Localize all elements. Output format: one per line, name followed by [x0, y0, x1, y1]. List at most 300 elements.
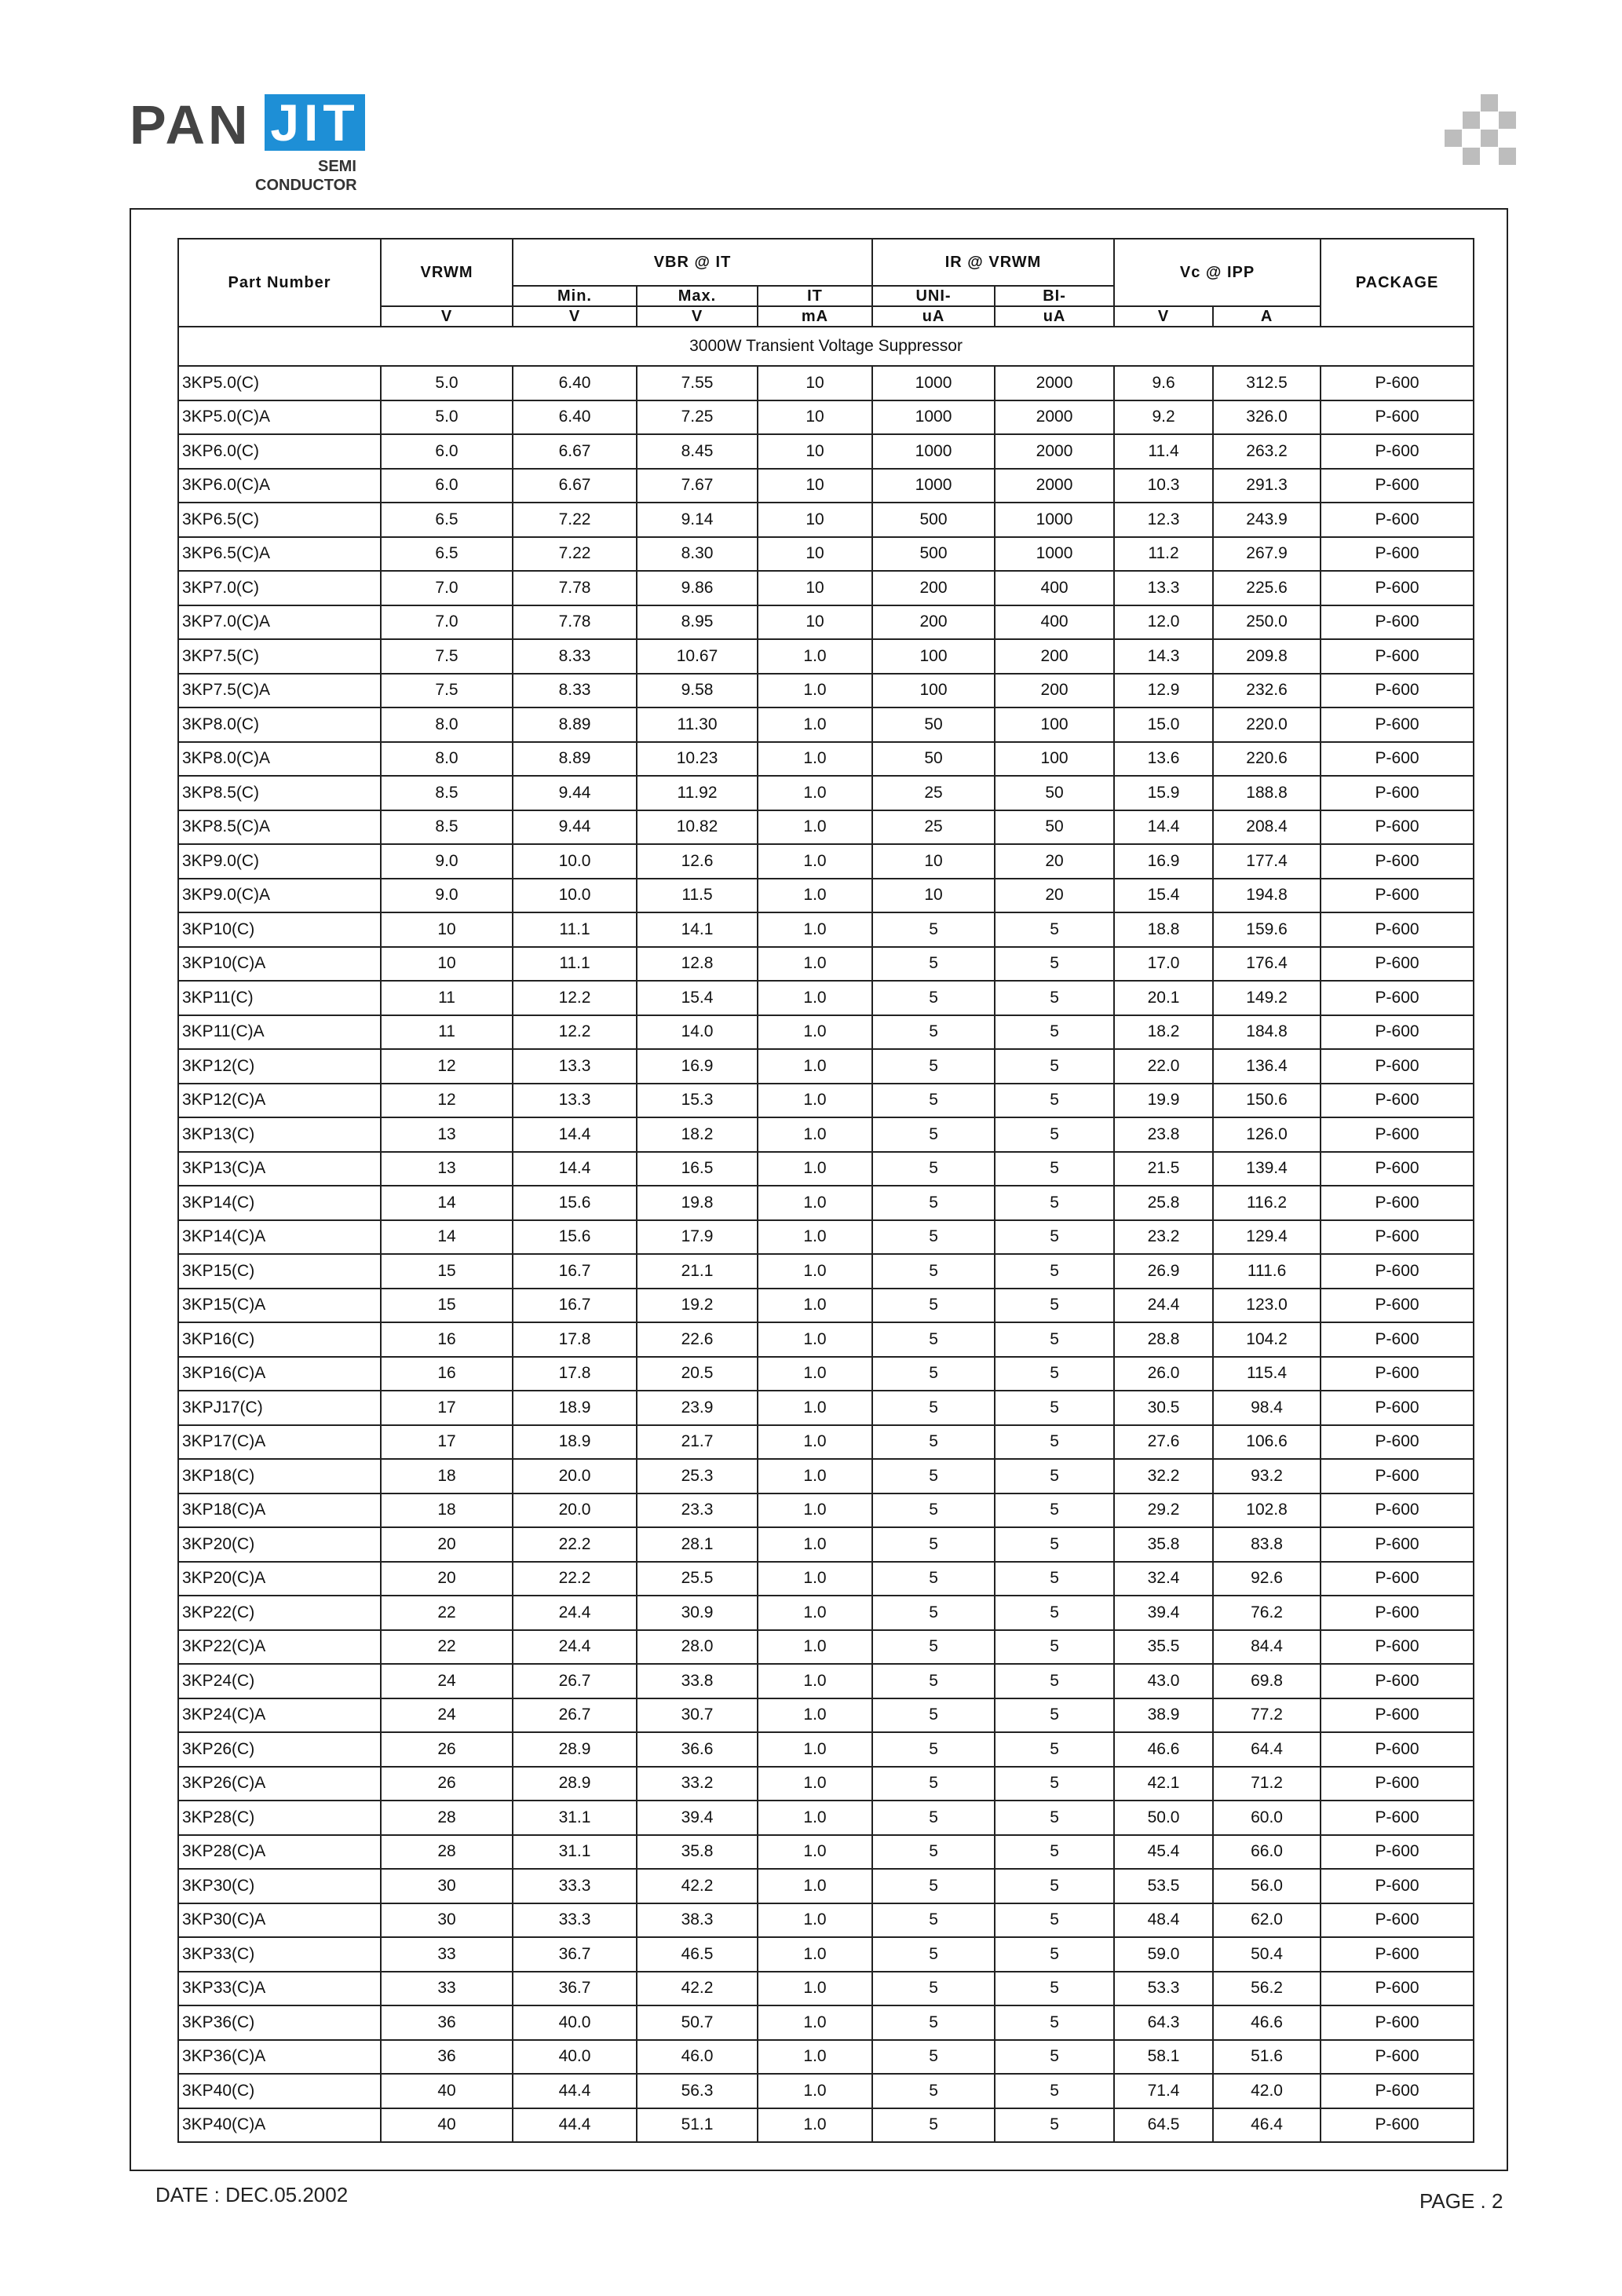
cell-vrwm: 9.0: [381, 844, 513, 879]
cell-part-number: 3KP22(C)A: [178, 1630, 381, 1665]
cell-ipp: 51.6: [1213, 2040, 1321, 2075]
cell-vbr-min: 22.2: [513, 1527, 637, 1562]
table-row: [178, 1869, 1474, 1903]
cell-part-number: 3KP20(C): [178, 1527, 381, 1562]
cell-package: P-600: [1321, 1289, 1474, 1323]
cell-package: P-600: [1321, 1049, 1474, 1084]
cell-ir-bi: 5: [995, 981, 1114, 1015]
cell-vrwm: 36: [381, 2005, 513, 2040]
cell-vrwm: 16: [381, 1357, 513, 1391]
cell-ir-uni: 50: [872, 707, 995, 742]
cell-vrwm: 5.0: [381, 366, 513, 400]
cell-vc: 64.3: [1114, 2005, 1213, 2040]
cell-package: P-600: [1321, 776, 1474, 810]
unit-ipp: A: [1213, 306, 1321, 327]
cell-part-number: 3KP7.0(C): [178, 571, 381, 605]
cell-vbr-max: 19.2: [637, 1289, 758, 1323]
header-vrwm: VRWM: [381, 239, 513, 306]
cell-vbr-min: 8.89: [513, 742, 637, 777]
cell-vc: 19.9: [1114, 1084, 1213, 1118]
cell-vc: 64.5: [1114, 2108, 1213, 2143]
cell-package: P-600: [1321, 1084, 1474, 1118]
cell-vrwm: 8.5: [381, 776, 513, 810]
cell-ir-uni: 5: [872, 1596, 995, 1630]
cell-ir-uni: 5: [872, 981, 995, 1015]
cell-ir-uni: 5: [872, 1152, 995, 1186]
cell-it: 1.0: [758, 844, 872, 879]
cell-it: 1.0: [758, 1117, 872, 1152]
cell-part-number: 3KP10(C): [178, 912, 381, 947]
cell-part-number: 3KP18(C)A: [178, 1493, 381, 1528]
cell-it: 1.0: [758, 2074, 872, 2108]
cell-ir-bi: 50: [995, 776, 1114, 810]
cell-vbr-min: 9.44: [513, 776, 637, 810]
cell-vbr-max: 14.0: [637, 1015, 758, 1050]
cell-ir-uni: 5: [872, 1937, 995, 1972]
logo-brand-box: [265, 94, 365, 151]
cell-package: P-600: [1321, 674, 1474, 708]
table-row: [178, 2005, 1474, 2040]
cell-vbr-max: 10.23: [637, 742, 758, 777]
cell-vbr-max: 42.2: [637, 1972, 758, 2006]
table-row: [178, 1049, 1474, 1084]
cell-it: 1.0: [758, 1630, 872, 1665]
cell-vbr-min: 44.4: [513, 2074, 637, 2108]
cell-ir-bi: 5: [995, 1801, 1114, 1835]
table-row: [178, 981, 1474, 1015]
cell-ir-uni: 5: [872, 1254, 995, 1289]
cell-ir-uni: 5: [872, 2074, 995, 2108]
cell-it: 1.0: [758, 1732, 872, 1767]
table-row: [178, 1972, 1474, 2006]
cell-vc: 9.6: [1114, 366, 1213, 400]
table-row: [178, 1732, 1474, 1767]
cell-package: P-600: [1321, 879, 1474, 913]
cell-ir-bi: 5: [995, 1459, 1114, 1493]
cell-vbr-min: 8.33: [513, 639, 637, 674]
cell-vbr-min: 9.44: [513, 810, 637, 845]
cell-ir-uni: 5: [872, 1425, 995, 1460]
cell-part-number: 3KP6.5(C): [178, 503, 381, 537]
cell-package: P-600: [1321, 1117, 1474, 1152]
cell-ir-uni: 5: [872, 1049, 995, 1084]
table-row: [178, 1835, 1474, 1870]
unit-it: mA: [758, 306, 872, 327]
cell-part-number: 3KP24(C): [178, 1664, 381, 1698]
cell-ipp: 69.8: [1213, 1664, 1321, 1698]
cell-vbr-max: 10.67: [637, 639, 758, 674]
cell-ipp: 159.6: [1213, 912, 1321, 947]
cell-part-number: 3KP8.0(C): [178, 707, 381, 742]
unit-vrwm: V: [381, 306, 513, 327]
cell-vbr-max: 10.82: [637, 810, 758, 845]
cell-vrwm: 40: [381, 2108, 513, 2143]
cell-vbr-min: 40.0: [513, 2040, 637, 2075]
cell-it: 1.0: [758, 1152, 872, 1186]
cell-ipp: 232.6: [1213, 674, 1321, 708]
cell-ir-uni: 1000: [872, 400, 995, 435]
cell-vc: 9.2: [1114, 400, 1213, 435]
cell-ir-bi: 5: [995, 1903, 1114, 1938]
cell-part-number: 3KP8.0(C)A: [178, 742, 381, 777]
cell-ir-bi: 5: [995, 1732, 1114, 1767]
table-row: [178, 1084, 1474, 1118]
table-row: [178, 1664, 1474, 1698]
cell-ir-uni: 500: [872, 537, 995, 572]
cell-vrwm: 15: [381, 1254, 513, 1289]
cell-it: 10: [758, 434, 872, 469]
cell-ir-uni: 200: [872, 571, 995, 605]
cell-package: P-600: [1321, 1972, 1474, 2006]
header-part-number: Part Number: [178, 239, 381, 327]
cell-part-number: 3KP6.0(C)A: [178, 469, 381, 503]
cell-ir-bi: 5: [995, 1015, 1114, 1050]
cell-part-number: 3KPJ17(C): [178, 1391, 381, 1425]
cell-ir-uni: 100: [872, 639, 995, 674]
cell-vbr-max: 42.2: [637, 1869, 758, 1903]
cell-ipp: 188.8: [1213, 776, 1321, 810]
cell-vbr-min: 11.1: [513, 947, 637, 982]
cell-vbr-max: 28.0: [637, 1630, 758, 1665]
cell-ipp: 263.2: [1213, 434, 1321, 469]
cell-package: P-600: [1321, 844, 1474, 879]
cell-part-number: 3KP9.0(C): [178, 844, 381, 879]
cell-package: P-600: [1321, 1664, 1474, 1698]
table-row: [178, 776, 1474, 810]
table-row: [178, 571, 1474, 605]
cell-vc: 71.4: [1114, 2074, 1213, 2108]
cell-vc: 38.9: [1114, 1698, 1213, 1733]
cell-vc: 16.9: [1114, 844, 1213, 879]
cell-vbr-max: 50.7: [637, 2005, 758, 2040]
cell-it: 10: [758, 571, 872, 605]
cell-ir-uni: 5: [872, 1801, 995, 1835]
cell-vc: 22.0: [1114, 1049, 1213, 1084]
cell-vbr-max: 33.8: [637, 1664, 758, 1698]
cell-ipp: 250.0: [1213, 605, 1321, 640]
cell-vbr-min: 6.67: [513, 434, 637, 469]
cell-vbr-min: 7.78: [513, 571, 637, 605]
cell-ipp: 46.6: [1213, 2005, 1321, 2040]
cell-ipp: 150.6: [1213, 1084, 1321, 1118]
cell-vrwm: 14: [381, 1220, 513, 1255]
cell-part-number: 3KP7.5(C)A: [178, 674, 381, 708]
cell-vbr-min: 36.7: [513, 1937, 637, 1972]
cell-ir-uni: 5: [872, 1391, 995, 1425]
cell-ipp: 92.6: [1213, 1562, 1321, 1596]
cell-vbr-max: 7.67: [637, 469, 758, 503]
cell-vc: 35.8: [1114, 1527, 1213, 1562]
cell-ir-bi: 100: [995, 742, 1114, 777]
cell-vrwm: 7.0: [381, 571, 513, 605]
cell-it: 1.0: [758, 1698, 872, 1733]
cell-package: P-600: [1321, 912, 1474, 947]
cell-ir-bi: 5: [995, 1972, 1114, 2006]
logo-tagline-semi: SEMI: [318, 158, 356, 175]
cell-ir-uni: 25: [872, 776, 995, 810]
cell-vc: 50.0: [1114, 1801, 1213, 1835]
cell-ir-bi: 50: [995, 810, 1114, 845]
cell-vbr-min: 44.4: [513, 2108, 637, 2143]
cell-vrwm: 9.0: [381, 879, 513, 913]
cell-ir-bi: 5: [995, 1117, 1114, 1152]
cell-ir-bi: 5: [995, 1493, 1114, 1528]
table-row: [178, 879, 1474, 913]
table-row: [178, 1254, 1474, 1289]
cell-part-number: 3KP30(C)A: [178, 1903, 381, 1938]
table-row: [178, 1596, 1474, 1630]
cell-ir-bi: 100: [995, 707, 1114, 742]
cell-ir-uni: 10: [872, 879, 995, 913]
cell-vbr-max: 11.92: [637, 776, 758, 810]
cell-it: 1.0: [758, 1562, 872, 1596]
cell-package: P-600: [1321, 1425, 1474, 1460]
cell-vbr-max: 20.5: [637, 1357, 758, 1391]
cell-package: P-600: [1321, 1869, 1474, 1903]
cell-part-number: 3KP36(C): [178, 2005, 381, 2040]
cell-it: 1.0: [758, 1664, 872, 1698]
cell-vbr-min: 33.3: [513, 1903, 637, 1938]
cell-vbr-min: 17.8: [513, 1357, 637, 1391]
cell-package: P-600: [1321, 1732, 1474, 1767]
cell-package: P-600: [1321, 1357, 1474, 1391]
cell-part-number: 3KP8.5(C)A: [178, 810, 381, 845]
cell-part-number: 3KP13(C): [178, 1117, 381, 1152]
cell-vbr-max: 12.6: [637, 844, 758, 879]
cell-vbr-max: 7.55: [637, 366, 758, 400]
cell-ipp: 209.8: [1213, 639, 1321, 674]
cell-vc: 17.0: [1114, 947, 1213, 982]
cell-vbr-min: 16.7: [513, 1289, 637, 1323]
cell-vc: 42.1: [1114, 1767, 1213, 1801]
unit-vc: V: [1114, 306, 1213, 327]
cell-vrwm: 17: [381, 1425, 513, 1460]
cell-vrwm: 15: [381, 1289, 513, 1323]
table-row: [178, 366, 1474, 400]
cell-vbr-min: 15.6: [513, 1220, 637, 1255]
table-row: [178, 1117, 1474, 1152]
cell-vc: 32.2: [1114, 1459, 1213, 1493]
cell-vbr-min: 12.2: [513, 981, 637, 1015]
cell-vc: 23.8: [1114, 1117, 1213, 1152]
cell-ir-uni: 5: [872, 912, 995, 947]
cell-vrwm: 12: [381, 1084, 513, 1118]
cell-vbr-min: 18.9: [513, 1425, 637, 1460]
cell-ir-uni: 5: [872, 2040, 995, 2075]
cell-vrwm: 14: [381, 1186, 513, 1220]
cell-vc: 43.0: [1114, 1664, 1213, 1698]
cell-ipp: 62.0: [1213, 1903, 1321, 1938]
cell-vbr-max: 23.9: [637, 1391, 758, 1425]
logo-brand-left: PAN: [130, 94, 251, 155]
cell-ipp: 84.4: [1213, 1630, 1321, 1665]
cell-vbr-max: 21.7: [637, 1425, 758, 1460]
cell-package: P-600: [1321, 1596, 1474, 1630]
cell-part-number: 3KP13(C)A: [178, 1152, 381, 1186]
cell-ipp: 267.9: [1213, 537, 1321, 572]
cell-vbr-max: 11.5: [637, 879, 758, 913]
cell-vbr-max: 16.5: [637, 1152, 758, 1186]
unit-min: V: [513, 306, 637, 327]
table-row: [178, 537, 1474, 572]
cell-ipp: 46.4: [1213, 2108, 1321, 2143]
cell-package: P-600: [1321, 1527, 1474, 1562]
cell-ir-uni: 5: [872, 1562, 995, 1596]
cell-vrwm: 16: [381, 1322, 513, 1357]
cell-vrwm: 22: [381, 1596, 513, 1630]
cell-ir-bi: 5: [995, 947, 1114, 982]
cell-it: 1.0: [758, 1972, 872, 2006]
cell-it: 1.0: [758, 981, 872, 1015]
cell-ipp: 77.2: [1213, 1698, 1321, 1733]
table-row: [178, 605, 1474, 640]
cell-ipp: 126.0: [1213, 1117, 1321, 1152]
cell-vbr-max: 35.8: [637, 1835, 758, 1870]
cell-vbr-max: 12.8: [637, 947, 758, 982]
cell-package: P-600: [1321, 605, 1474, 640]
cell-it: 10: [758, 469, 872, 503]
table-row: [178, 1630, 1474, 1665]
cell-vrwm: 24: [381, 1698, 513, 1733]
logo-brand-right: JIT: [270, 93, 360, 152]
cell-ir-bi: 2000: [995, 400, 1114, 435]
cell-ipp: 76.2: [1213, 1596, 1321, 1630]
cell-it: 1.0: [758, 776, 872, 810]
cell-vbr-max: 18.2: [637, 1117, 758, 1152]
cell-vc: 12.3: [1114, 503, 1213, 537]
cell-vbr-max: 16.9: [637, 1049, 758, 1084]
cell-vc: 26.0: [1114, 1357, 1213, 1391]
cell-part-number: 3KP33(C)A: [178, 1972, 381, 2006]
cell-it: 10: [758, 605, 872, 640]
cell-ir-bi: 5: [995, 1391, 1114, 1425]
cell-vc: 23.2: [1114, 1220, 1213, 1255]
cell-ir-bi: 20: [995, 844, 1114, 879]
cell-part-number: 3KP26(C)A: [178, 1767, 381, 1801]
cell-vbr-min: 20.0: [513, 1493, 637, 1528]
cell-package: P-600: [1321, 2074, 1474, 2108]
cell-vc: 14.4: [1114, 810, 1213, 845]
cell-package: P-600: [1321, 1493, 1474, 1528]
cell-ir-bi: 5: [995, 1152, 1114, 1186]
cell-vbr-max: 22.6: [637, 1322, 758, 1357]
cell-vc: 32.4: [1114, 1562, 1213, 1596]
cell-vrwm: 8.5: [381, 810, 513, 845]
cell-vbr-max: 15.3: [637, 1084, 758, 1118]
table-row: [178, 1322, 1474, 1357]
cell-it: 1.0: [758, 1049, 872, 1084]
cell-vrwm: 13: [381, 1152, 513, 1186]
cell-it: 10: [758, 366, 872, 400]
cell-vbr-min: 22.2: [513, 1562, 637, 1596]
cell-ir-uni: 5: [872, 1767, 995, 1801]
cell-ipp: 66.0: [1213, 1835, 1321, 1870]
cell-ir-bi: 1000: [995, 503, 1114, 537]
cell-vc: 39.4: [1114, 1596, 1213, 1630]
cell-ir-bi: 5: [995, 1049, 1114, 1084]
cell-ir-uni: 5: [872, 1869, 995, 1903]
table-row: [178, 742, 1474, 777]
cell-package: P-600: [1321, 469, 1474, 503]
footer-page-number: PAGE . 2: [1419, 2189, 1503, 2213]
cell-ipp: 220.6: [1213, 742, 1321, 777]
cell-ir-bi: 5: [995, 1835, 1114, 1870]
cell-vrwm: 22: [381, 1630, 513, 1665]
cell-ir-uni: 5: [872, 2108, 995, 2143]
cell-part-number: 3KP11(C): [178, 981, 381, 1015]
cell-vbr-min: 6.40: [513, 400, 637, 435]
cell-vbr-min: 10.0: [513, 879, 637, 913]
cell-package: P-600: [1321, 1767, 1474, 1801]
table-row: [178, 844, 1474, 879]
cell-part-number: 3KP30(C): [178, 1869, 381, 1903]
cell-ir-bi: 5: [995, 2040, 1114, 2075]
cell-package: P-600: [1321, 810, 1474, 845]
cell-vbr-min: 7.78: [513, 605, 637, 640]
cell-package: P-600: [1321, 503, 1474, 537]
cell-package: P-600: [1321, 1903, 1474, 1938]
cell-ir-bi: 5: [995, 1425, 1114, 1460]
cell-vbr-max: 9.14: [637, 503, 758, 537]
cell-ir-uni: 1000: [872, 469, 995, 503]
logo-tagline-conductor: CONDUCTOR: [255, 177, 357, 194]
cell-part-number: 3KP5.0(C)A: [178, 400, 381, 435]
cell-vrwm: 11: [381, 1015, 513, 1050]
cell-vc: 28.8: [1114, 1322, 1213, 1357]
table-row: [178, 1562, 1474, 1596]
table-row: [178, 674, 1474, 708]
cell-it: 10: [758, 503, 872, 537]
table-row: [178, 400, 1474, 435]
cell-ir-uni: 5: [872, 1493, 995, 1528]
table-row: [178, 1698, 1474, 1733]
cell-package: P-600: [1321, 434, 1474, 469]
cell-it: 1.0: [758, 742, 872, 777]
cell-vc: 25.8: [1114, 1186, 1213, 1220]
cell-package: P-600: [1321, 981, 1474, 1015]
table-row: [178, 1015, 1474, 1050]
cell-vbr-min: 10.0: [513, 844, 637, 879]
cell-ipp: 139.4: [1213, 1152, 1321, 1186]
cell-vrwm: 28: [381, 1801, 513, 1835]
cell-ir-bi: 5: [995, 1869, 1114, 1903]
cell-ir-bi: 5: [995, 1322, 1114, 1357]
cell-ir-uni: 5: [872, 1732, 995, 1767]
cell-part-number: 3KP12(C): [178, 1049, 381, 1084]
cell-part-number: 3KP22(C): [178, 1596, 381, 1630]
cell-package: P-600: [1321, 1015, 1474, 1050]
cell-part-number: 3KP28(C)A: [178, 1835, 381, 1870]
cell-ipp: 104.2: [1213, 1322, 1321, 1357]
cell-package: P-600: [1321, 2108, 1474, 2143]
cell-it: 1.0: [758, 1289, 872, 1323]
cell-vbr-min: 7.22: [513, 503, 637, 537]
cell-ir-uni: 5: [872, 1527, 995, 1562]
cell-vrwm: 10: [381, 947, 513, 982]
cell-ir-bi: 5: [995, 2108, 1114, 2143]
cell-it: 1.0: [758, 1493, 872, 1528]
header-package: PACKAGE: [1321, 239, 1474, 327]
cell-vbr-min: 24.4: [513, 1596, 637, 1630]
cell-ir-uni: 50: [872, 742, 995, 777]
cell-vbr-max: 46.5: [637, 1937, 758, 1972]
cell-part-number: 3KP40(C): [178, 2074, 381, 2108]
cell-vbr-min: 7.22: [513, 537, 637, 572]
cell-vc: 24.4: [1114, 1289, 1213, 1323]
cell-it: 1.0: [758, 1220, 872, 1255]
cell-package: P-600: [1321, 742, 1474, 777]
cell-vrwm: 17: [381, 1391, 513, 1425]
